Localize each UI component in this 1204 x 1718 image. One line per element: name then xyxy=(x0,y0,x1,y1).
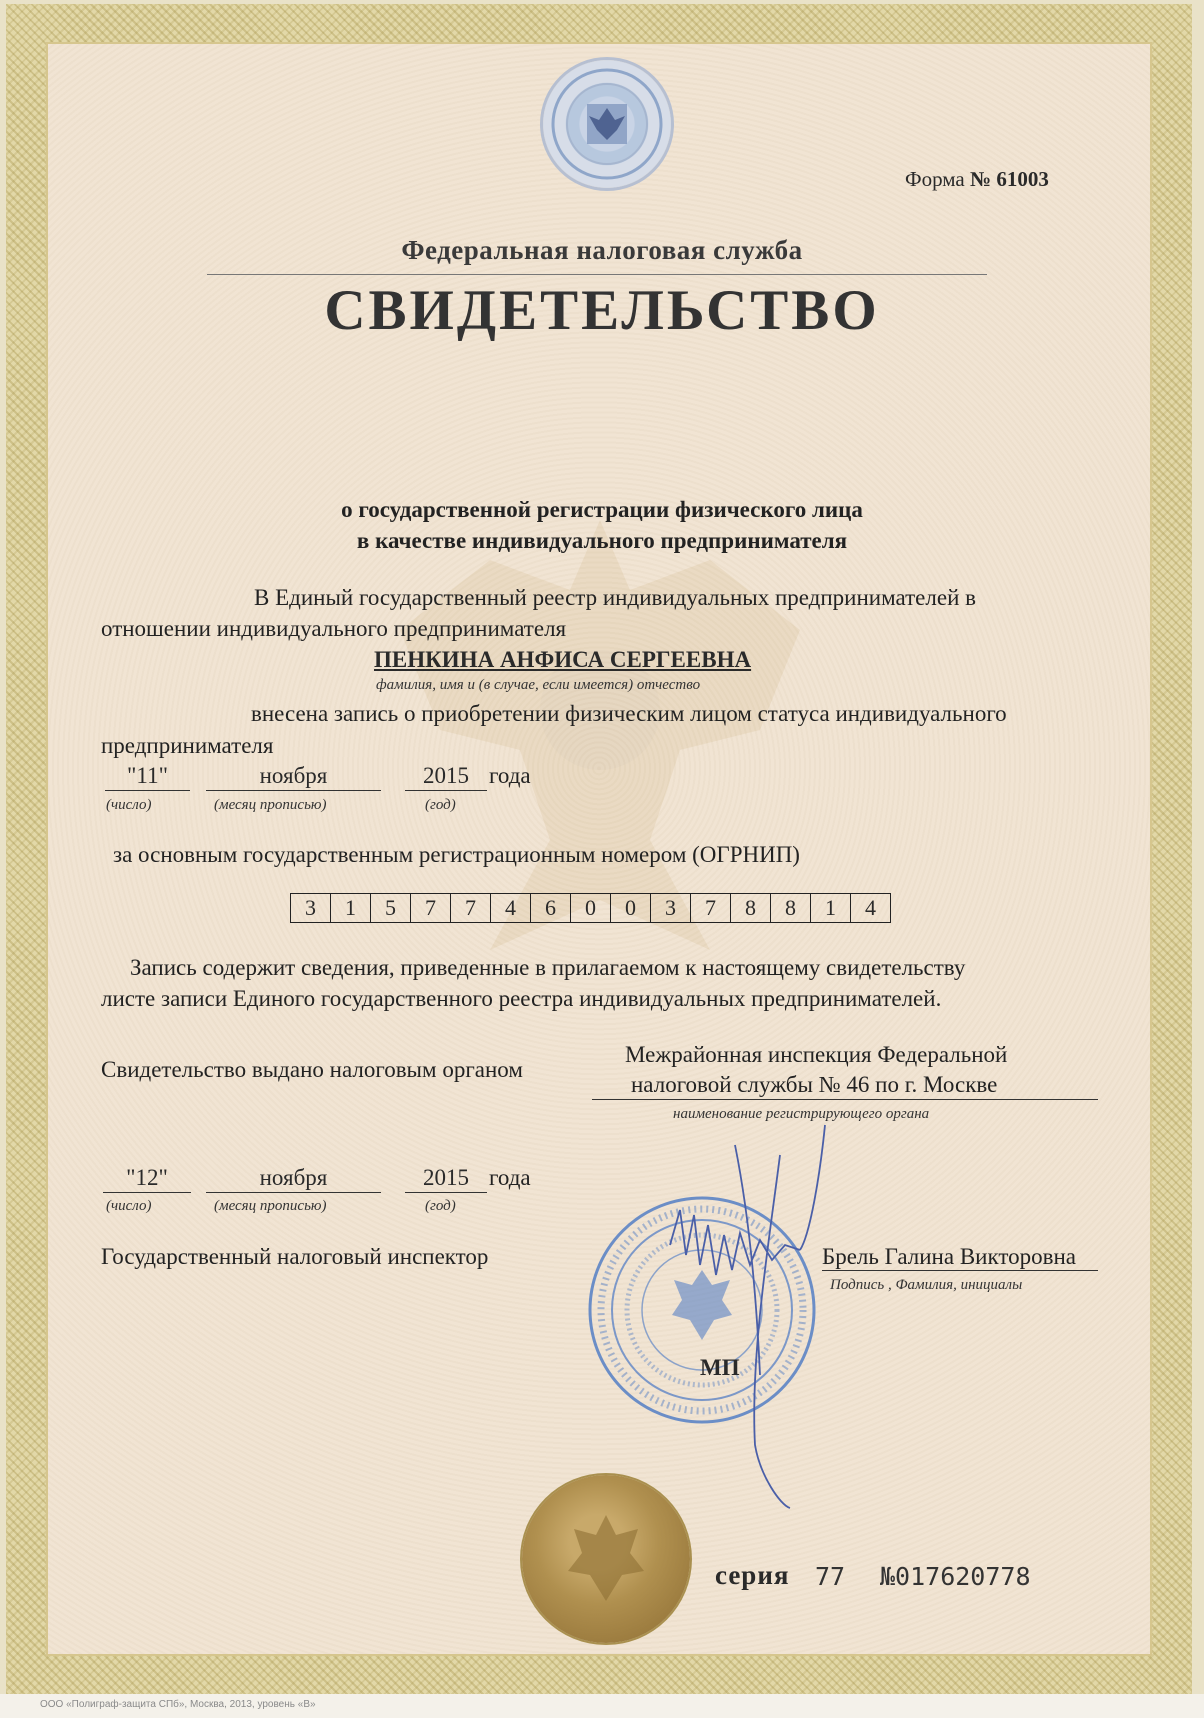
ogrnip-digit: 4 xyxy=(491,894,531,922)
stamp-mark: МП xyxy=(700,1355,740,1380)
ogrnip-digit: 7 xyxy=(411,894,451,922)
printer-imprint: ООО «Полиграф-защита СПб», Москва, 2013, уровень «В» xyxy=(40,1699,316,1710)
ogrnip-digit: 7 xyxy=(691,894,731,922)
ogrnip-digit: 8 xyxy=(731,894,771,922)
ogrnip-digit: 6 xyxy=(531,894,571,922)
document-title: СВИДЕТЕЛЬСТВО xyxy=(324,279,880,342)
caption-year: (год) xyxy=(425,797,456,813)
record-note-line-1: Запись содержит сведения, приведенные в прилагаемом к настоящему свидетельству xyxy=(130,955,966,980)
form-number xyxy=(905,167,1049,192)
record-line-1: внесена запись о приобретении физическим лицом статуса индивидуального xyxy=(251,701,1007,726)
form-label: Форма xyxy=(905,167,965,191)
ogrnip-number xyxy=(290,893,891,923)
issue-month: ноября xyxy=(206,1165,381,1193)
issued-by-label: Свидетельство выдано налоговым органом xyxy=(101,1057,523,1082)
inspector-underline xyxy=(822,1270,1098,1271)
certificate-number: №017620778 xyxy=(880,1562,1031,1591)
issue-date-suffix: года xyxy=(489,1165,531,1190)
caption-day: (число) xyxy=(106,797,152,813)
ogrnip-digit: 3 xyxy=(651,894,691,922)
registration-day: "11" xyxy=(105,763,190,791)
subtitle-line-2: в качестве индивидуального предпринимателя xyxy=(356,528,848,553)
registration-date-suffix: года xyxy=(489,763,531,788)
ogrnip-digit: 5 xyxy=(371,894,411,922)
inspector-label: Государственный налоговый инспектор xyxy=(101,1244,489,1269)
issue-caption-month: (месяц прописью) xyxy=(214,1198,327,1214)
issue-day: "12" xyxy=(103,1165,191,1193)
series-label: серия xyxy=(715,1560,790,1590)
record-note-line-2: листе записи Единого государственного реестра индивидуальных предпринимателей. xyxy=(101,986,942,1011)
ogrnip-digit: 8 xyxy=(771,894,811,922)
subtitle-line-1: о государственной регистрации физического лица xyxy=(341,497,863,522)
issue-caption-year: (год) xyxy=(425,1198,456,1214)
registration-year: 2015 xyxy=(405,763,487,791)
ogrnip-digit: 0 xyxy=(611,894,651,922)
agency-underline xyxy=(207,274,987,275)
ogrnip-digit: 0 xyxy=(571,894,611,922)
ogrnip-digit: 3 xyxy=(291,894,331,922)
handwritten-signature-icon xyxy=(660,1115,850,1510)
form-number-value: № 61003 xyxy=(970,167,1049,191)
gold-seal-icon xyxy=(522,1475,690,1643)
series-value: 77 xyxy=(815,1562,846,1591)
inspector-name: Брель Галина Викторовна xyxy=(822,1244,1076,1269)
ogrnip-digit: 7 xyxy=(451,894,491,922)
hologram-emblem-icon xyxy=(543,60,671,188)
intro-line-2: отношении индивидуального предпринимателя xyxy=(101,616,567,641)
ogrnip-digit: 1 xyxy=(331,894,371,922)
agency-name: Федеральная налоговая служба xyxy=(401,235,803,265)
issuer-line-2: налоговой службы № 46 по г. Москве xyxy=(631,1072,998,1097)
caption-month: (месяц прописью) xyxy=(214,797,327,813)
issue-year: 2015 xyxy=(405,1165,487,1193)
issuer-line-1: Межрайонная инспекция Федеральной xyxy=(625,1042,1008,1067)
intro-line-1: В Единый государственный реестр индивидуальных предпринимателей в xyxy=(254,585,976,610)
record-line-2: предпринимателя xyxy=(101,733,274,758)
signature-caption: Подпись , Фамилия, инициалы xyxy=(830,1277,1023,1293)
ogrnip-label: за основным государственным регистрационным номером (ОГРНИП) xyxy=(113,842,800,867)
issue-caption-day: (число) xyxy=(106,1198,152,1214)
ogrnip-digit: 1 xyxy=(811,894,851,922)
registration-month: ноября xyxy=(206,763,381,791)
ogrnip-digit: 4 xyxy=(865,895,876,920)
person-name-caption: фамилия, имя и (в случае, если имеется) отчество xyxy=(376,677,701,693)
person-name: ПЕНКИНА АНФИСА СЕРГЕЕВНА xyxy=(374,647,752,672)
issuer-underline xyxy=(592,1099,1098,1100)
issuer-caption: наименование регистрирующего органа xyxy=(673,1106,930,1122)
